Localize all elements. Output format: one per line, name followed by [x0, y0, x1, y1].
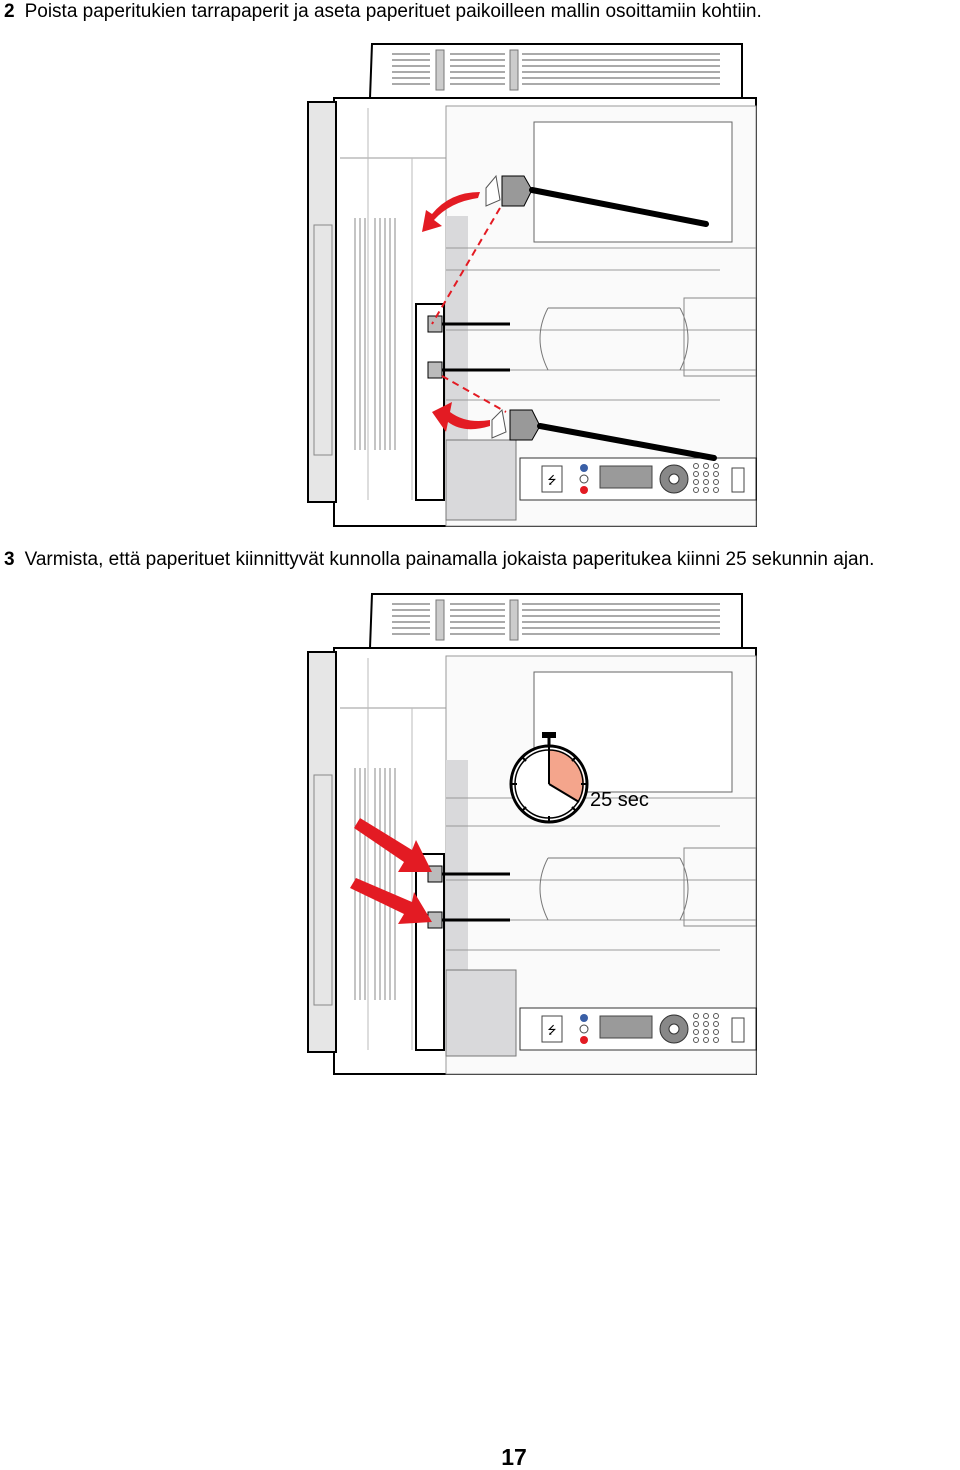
usb-icon: ⭍	[547, 1024, 557, 1037]
step-number: 3	[4, 549, 15, 570]
printer-body	[308, 648, 756, 1074]
printer-body	[308, 98, 756, 526]
step-text: Varmista, että paperituet kiinnittyvät kunnolla painamalla jokaista paperitukea kiinni 25 sekunnin ajan.	[24, 549, 875, 570]
printer-illustration-2	[300, 590, 765, 1080]
page-number: 17	[501, 1444, 527, 1470]
step-number: 2	[4, 1, 15, 22]
step-text: Poista paperitukien tarrapaperit ja aseta paperituet paikoilleen mallin osoittamiin kohtiin.	[24, 1, 762, 22]
figure-remove-liners-place-supports	[300, 40, 765, 530]
timer-label: 25 sec	[590, 789, 649, 811]
step-3-instruction	[4, 549, 874, 571]
output-tray	[370, 594, 742, 648]
figure-press-supports-25-seconds	[300, 590, 765, 1080]
usb-icon: ⭍	[547, 474, 557, 487]
step-2-instruction	[4, 1, 762, 23]
printer-illustration-1	[300, 40, 765, 530]
output-tray	[370, 44, 742, 98]
